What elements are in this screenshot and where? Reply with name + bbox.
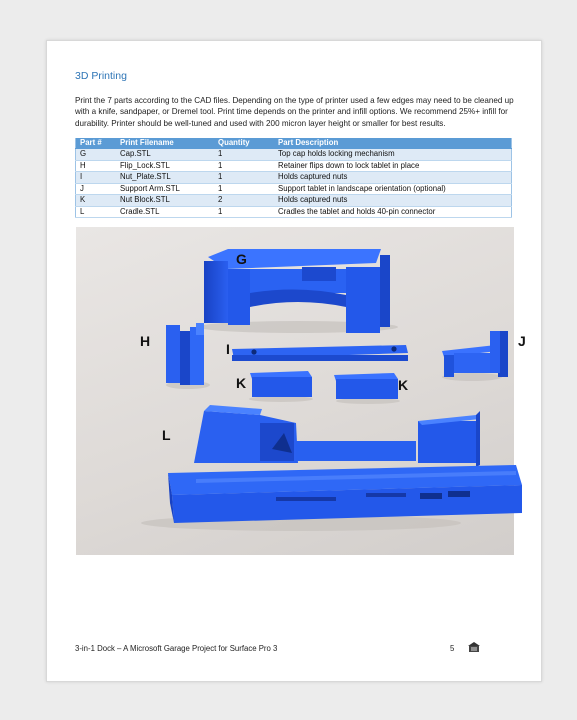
cell-quantity: 1 <box>214 149 274 161</box>
cell-quantity: 1 <box>214 183 274 195</box>
header-print-filename: Print Filename <box>116 138 214 149</box>
cell-description: Retainer flips down to lock tablet in place <box>274 160 512 172</box>
photo-label-k-right: K <box>398 377 409 393</box>
photo-label-l: L <box>162 427 171 443</box>
part-cradle <box>141 405 522 531</box>
photo-label-j: J <box>518 333 526 349</box>
printed-parts-illustration <box>76 227 514 555</box>
cell-filename: Nut Block.STL <box>116 195 214 207</box>
table-row <box>76 172 512 184</box>
cell-part: J <box>76 183 117 195</box>
table-row <box>76 149 512 161</box>
photo-label-g: G <box>236 251 247 267</box>
cell-quantity: 2 <box>214 195 274 207</box>
header-part-number: Part # <box>76 138 117 149</box>
part-nut-block-2 <box>334 373 400 404</box>
part-support-arm <box>442 331 508 381</box>
intro-paragraph: Print the 7 parts according to the CAD files. Depending on the type of printer used a few edges may need to be cleaned up with a knife, sandpaper, or Dremel tool. Print time depends on the printer and infill options. We recommend 25%+ infill for durability. Printer should be well-tuned and used with 200 micron layer height or smaller for best results. <box>75 96 514 128</box>
table-header-row <box>76 138 512 149</box>
part-flip-lock <box>166 323 210 389</box>
header-quantity: Quantity <box>214 138 274 149</box>
cell-filename: Cradle.STL <box>116 206 214 218</box>
printed-parts-photo <box>76 227 526 555</box>
photo-label-i: I <box>226 341 230 357</box>
cell-filename: Cap.STL <box>116 149 214 161</box>
cell-part: I <box>76 172 117 184</box>
cell-filename: Nut_Plate.STL <box>116 172 214 184</box>
section-title: 3D Printing <box>75 70 127 82</box>
part-cap <box>198 249 398 333</box>
part-nut-block-1 <box>249 371 313 402</box>
cell-quantity: 1 <box>214 160 274 172</box>
cell-description: Support tablet in landscape orientation (optional) <box>274 183 512 195</box>
cell-filename: Flip_Lock.STL <box>116 160 214 172</box>
table-row <box>76 195 512 207</box>
cell-description: Holds captured nuts <box>274 195 512 207</box>
cell-description: Cradles the tablet and holds 40-pin connector <box>274 206 512 218</box>
cell-part: K <box>76 195 117 207</box>
footer-text: 3-in-1 Dock – A Microsoft Garage Project for Surface Pro 3 <box>75 644 278 653</box>
cell-description: Top cap holds locking mechanism <box>274 149 512 161</box>
table-row <box>76 160 512 172</box>
photo-label-k-left: K <box>236 375 247 391</box>
table-row <box>76 183 512 195</box>
photo-label-h: H <box>140 333 151 349</box>
cell-filename: Support Arm.STL <box>116 183 214 195</box>
header-part-description: Part Description <box>274 138 512 149</box>
cell-part: L <box>76 206 117 218</box>
document-page <box>46 40 542 682</box>
cell-quantity: 1 <box>214 172 274 184</box>
page-number: 5 <box>450 644 455 653</box>
cell-part: H <box>76 160 117 172</box>
garage-logo-icon <box>467 641 481 653</box>
parts-table <box>75 138 512 218</box>
part-nut-plate <box>232 345 408 361</box>
cell-part: G <box>76 149 117 161</box>
cell-description: Holds captured nuts <box>274 172 512 184</box>
table-row <box>76 206 512 218</box>
cell-quantity: 1 <box>214 206 274 218</box>
